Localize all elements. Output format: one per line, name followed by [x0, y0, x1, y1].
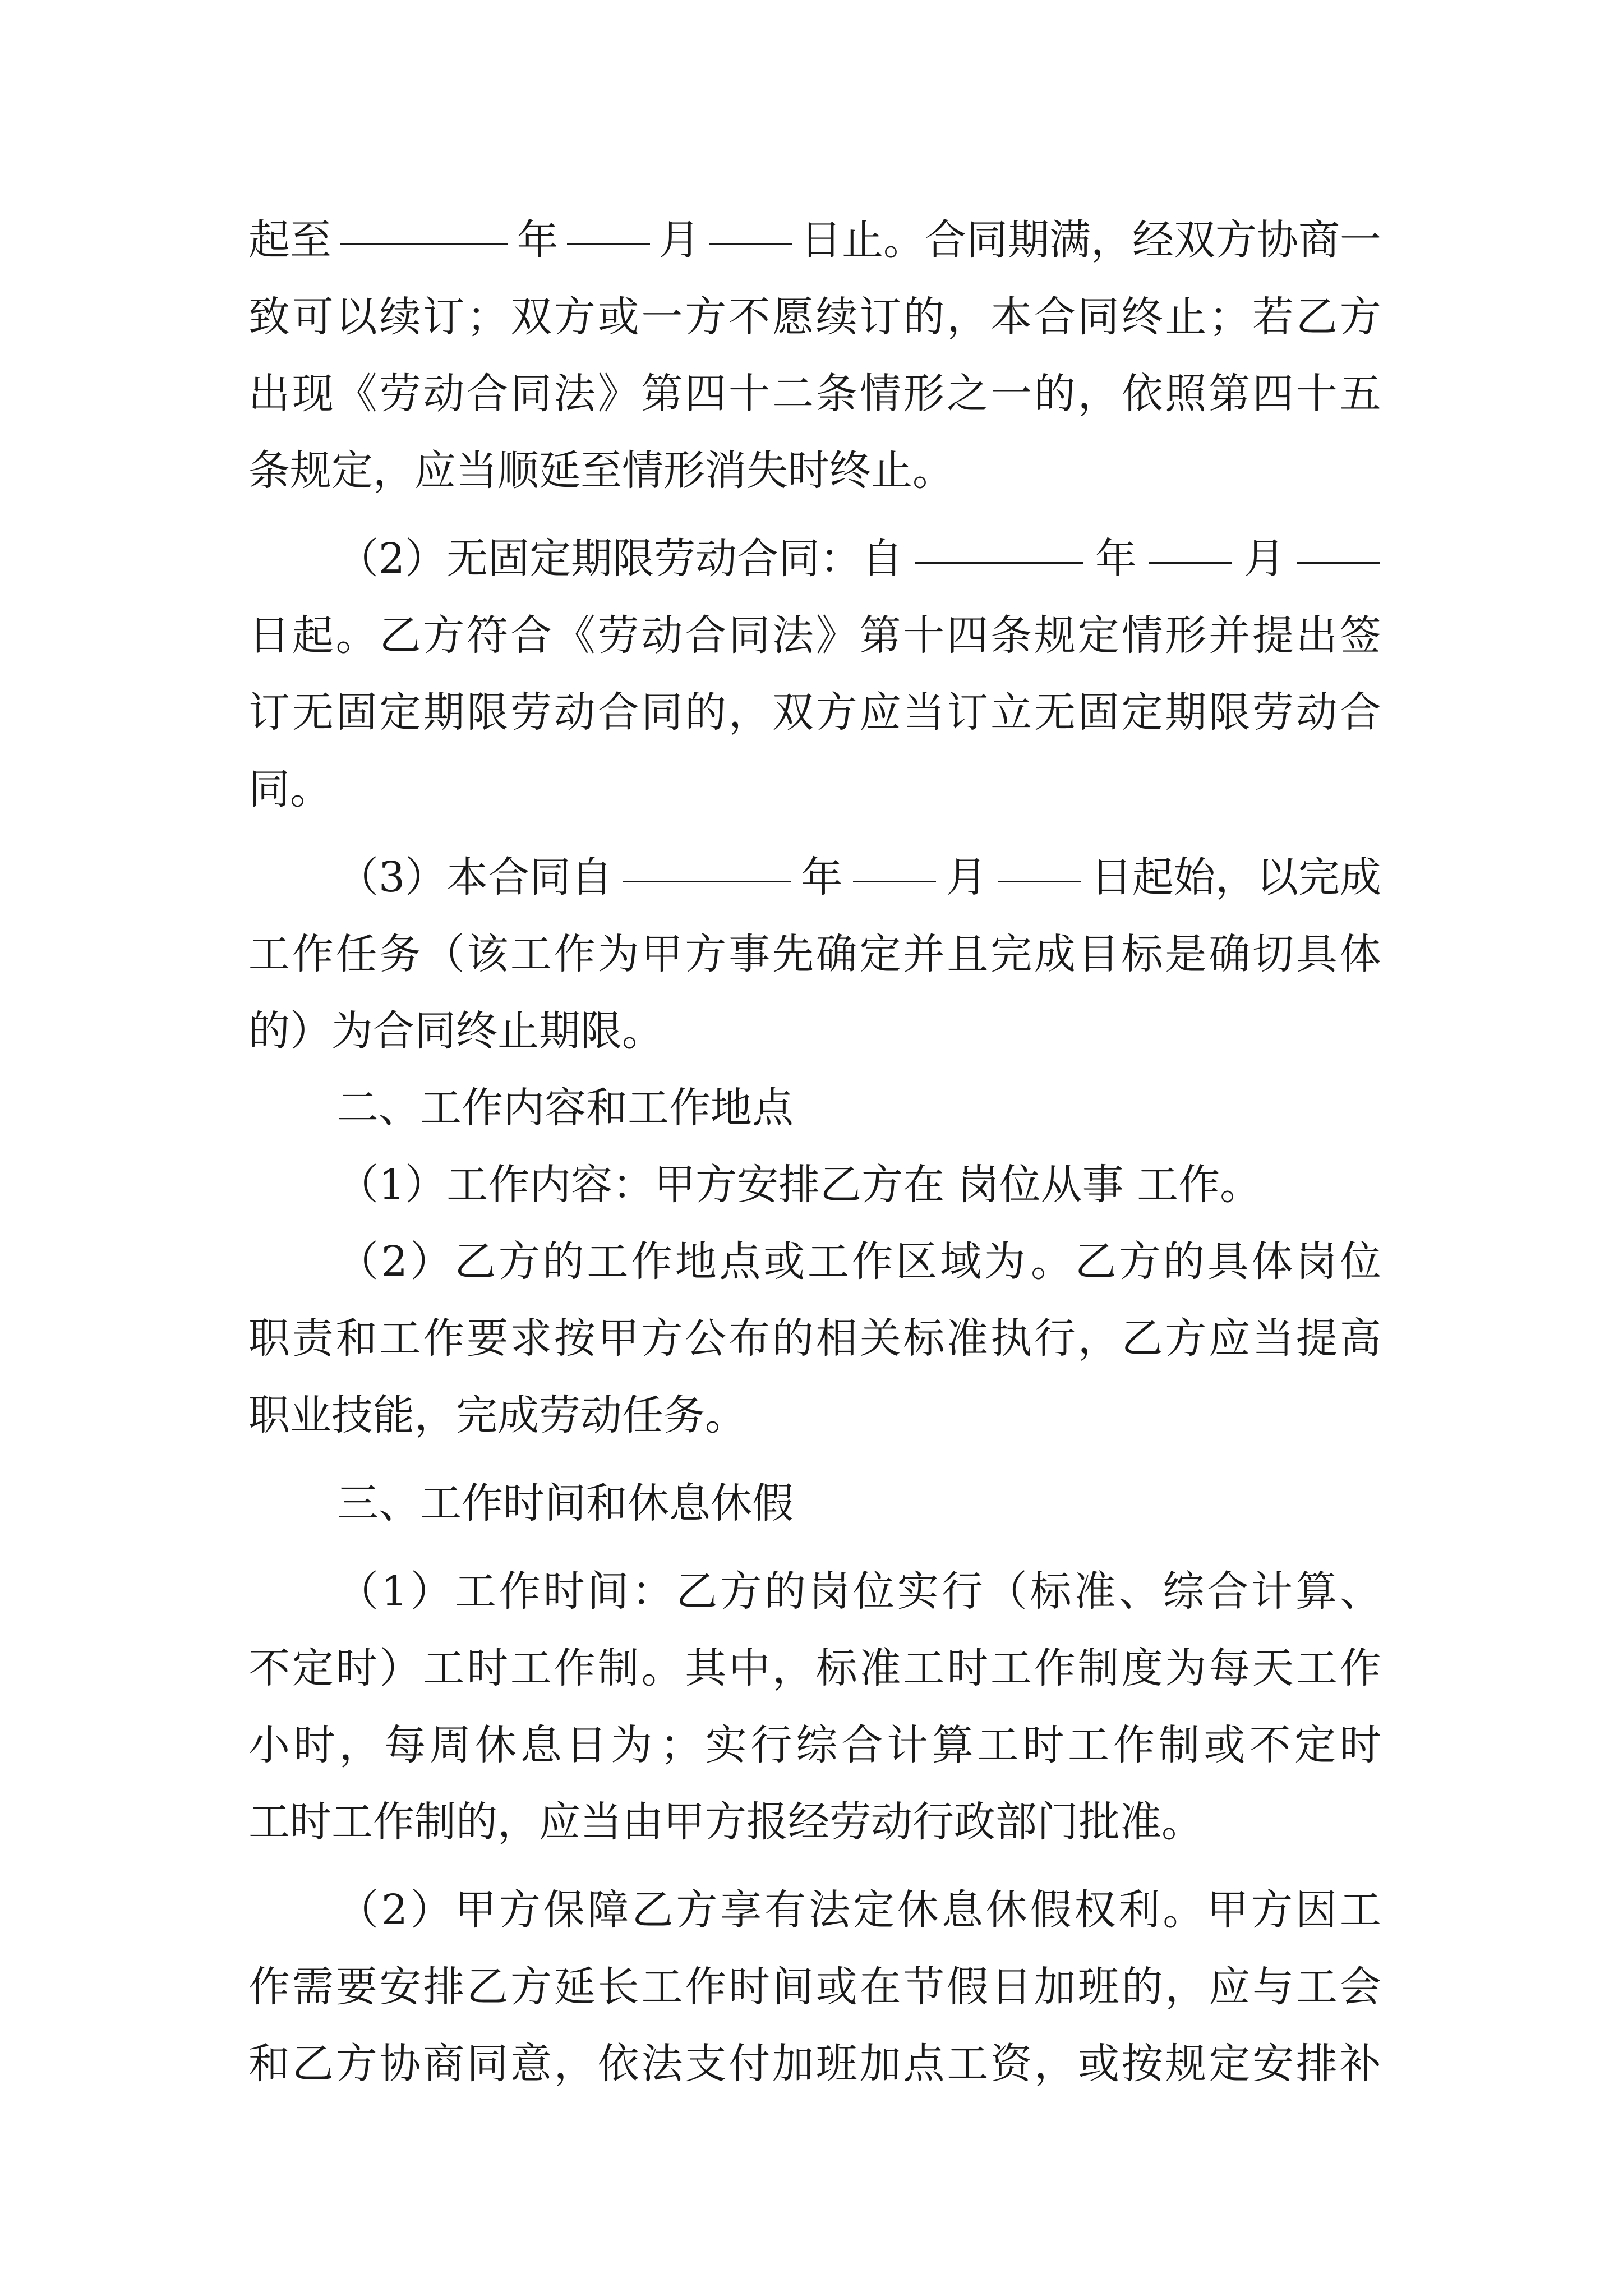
text-line: （ 2 ） 甲 方 保 障 乙 方 享 有 法 定 休 息 休 假 权 利 。 甲 方 因 工: [337, 1886, 1381, 1934]
fill-in-blank-month: [853, 839, 936, 882]
text-line: 同。: [248, 765, 331, 813]
section-heading: 三、工作时间和休息休假: [337, 1479, 794, 1527]
text-line: [248, 202, 1381, 279]
text-line: 订 无 固 定 期 限 劳 动 合 同 的 ， 双 方 应 当 订 立 无 固 定 期 限 劳 动 合: [248, 688, 1381, 737]
fill-in-blank-year: [915, 521, 1083, 564]
fill-in-blank-month: [1149, 521, 1232, 564]
text-line: 作 需 要 安 排 乙 方 延 长 工 作 时 间 或 在 节 假 日 加 班 的 ， 应 与 工 会: [248, 1963, 1381, 2011]
text-line: 工 作 任 务 （ 该 工 作 为 甲 方 事 先 确 定 并 且 完 成 目 标 是 确 切 具 体: [248, 930, 1381, 978]
text-segment: 月: [1243, 535, 1285, 583]
text-line: （ 1 ） 工 作 时 间 ： 乙 方 的 岗 位 实 行 （ 标 准 、 综 合 计 算 、: [337, 1567, 1381, 1616]
text-line: （1）工作内容：甲方安排乙方在 岗位从事 工作。: [337, 1161, 1262, 1209]
text-line: 和 乙 方 协 商 同 意 ， 依 法 支 付 加 班 加 点 工 资 ， 或 按 规 定 安 排 补: [248, 2040, 1381, 2088]
text-segment: 月: [946, 853, 988, 901]
paragraph-rest-and-leave: [248, 1872, 1381, 2102]
text-segment: 日止。合同期满，经双方协商一: [800, 216, 1381, 264]
text-line: 不 定 时 ） 工 时 工 作 制 。 其 中 ， 标 准 工 时 工 作 制 度 为 每 天 工 作: [248, 1644, 1381, 1692]
text-line: 出 现 《 劳 动 合 同 法 》 第 四 十 二 条 情 形 之 一 的 ， 依 照 第 四 十 五: [248, 370, 1381, 418]
text-segment: 日起始，以完成: [1090, 853, 1381, 901]
text-segment: （3）本合同自: [337, 853, 613, 901]
text-line: [248, 521, 1381, 597]
fill-in-blank-year: [340, 202, 508, 245]
text-segment: 年: [801, 853, 843, 901]
text-line: 工时工作制的，应当由甲方报经劳动行政部门批准。: [248, 1798, 1203, 1846]
text-line: 职 责 和 工 作 要 求 按 甲 方 公 布 的 相 关 标 准 执 行 ， 乙 方 应 当 提 高: [248, 1314, 1381, 1363]
text-segment: 起至: [248, 216, 331, 264]
text-line: 致 可 以 续 订 ； 双 方 或 一 方 不 愿 续 订 的 ， 本 合 同 终 止 ； 若 乙 方: [248, 293, 1381, 341]
text-line: 小 时 ， 每 周 休 息 日 为 ； 实 行 综 合 计 算 工 时 工 作 制 或 不 定 时: [248, 1721, 1381, 1769]
paragraph-work-location: [248, 1223, 1381, 1454]
text-segment: 年: [1095, 535, 1137, 583]
section-heading: 二、工作内容和工作地点: [337, 1084, 794, 1132]
fill-in-blank-day: [1297, 521, 1380, 564]
text-segment: 年: [517, 216, 559, 264]
text-line: 职业技能，完成劳动任务。: [248, 1391, 746, 1439]
text-line: 条规定，应当顺延至情形消失时终止。: [248, 447, 954, 495]
text-line: 的）为合同终止期限。: [248, 1007, 663, 1055]
fill-in-blank-month: [567, 202, 650, 245]
text-line: （ 2 ） 乙 方 的 工 作 地 点 或 工 作 区 域 为 。 乙 方 的 具 体 岗 位: [337, 1237, 1381, 1286]
paragraph-task-based-contract: [248, 839, 1381, 1070]
paragraph-open-ended-contract: [248, 521, 1381, 828]
text-segment: （2）无固定期限劳动合同：自: [337, 535, 903, 583]
text-line: 日 起 。 乙 方 符 合 《 劳 动 合 同 法 》 第 十 四 条 规 定 情 形 并 提 出 签: [248, 611, 1381, 660]
paragraph-working-hours: [248, 1553, 1381, 1861]
fill-in-blank-day: [998, 839, 1081, 882]
text-line: [248, 839, 1381, 916]
paragraph-contract-term-end: [248, 202, 1381, 509]
document-body: [248, 202, 1381, 2102]
fill-in-blank-year: [623, 839, 791, 882]
fill-in-blank-day: [709, 202, 792, 245]
text-segment: 月: [658, 216, 700, 264]
